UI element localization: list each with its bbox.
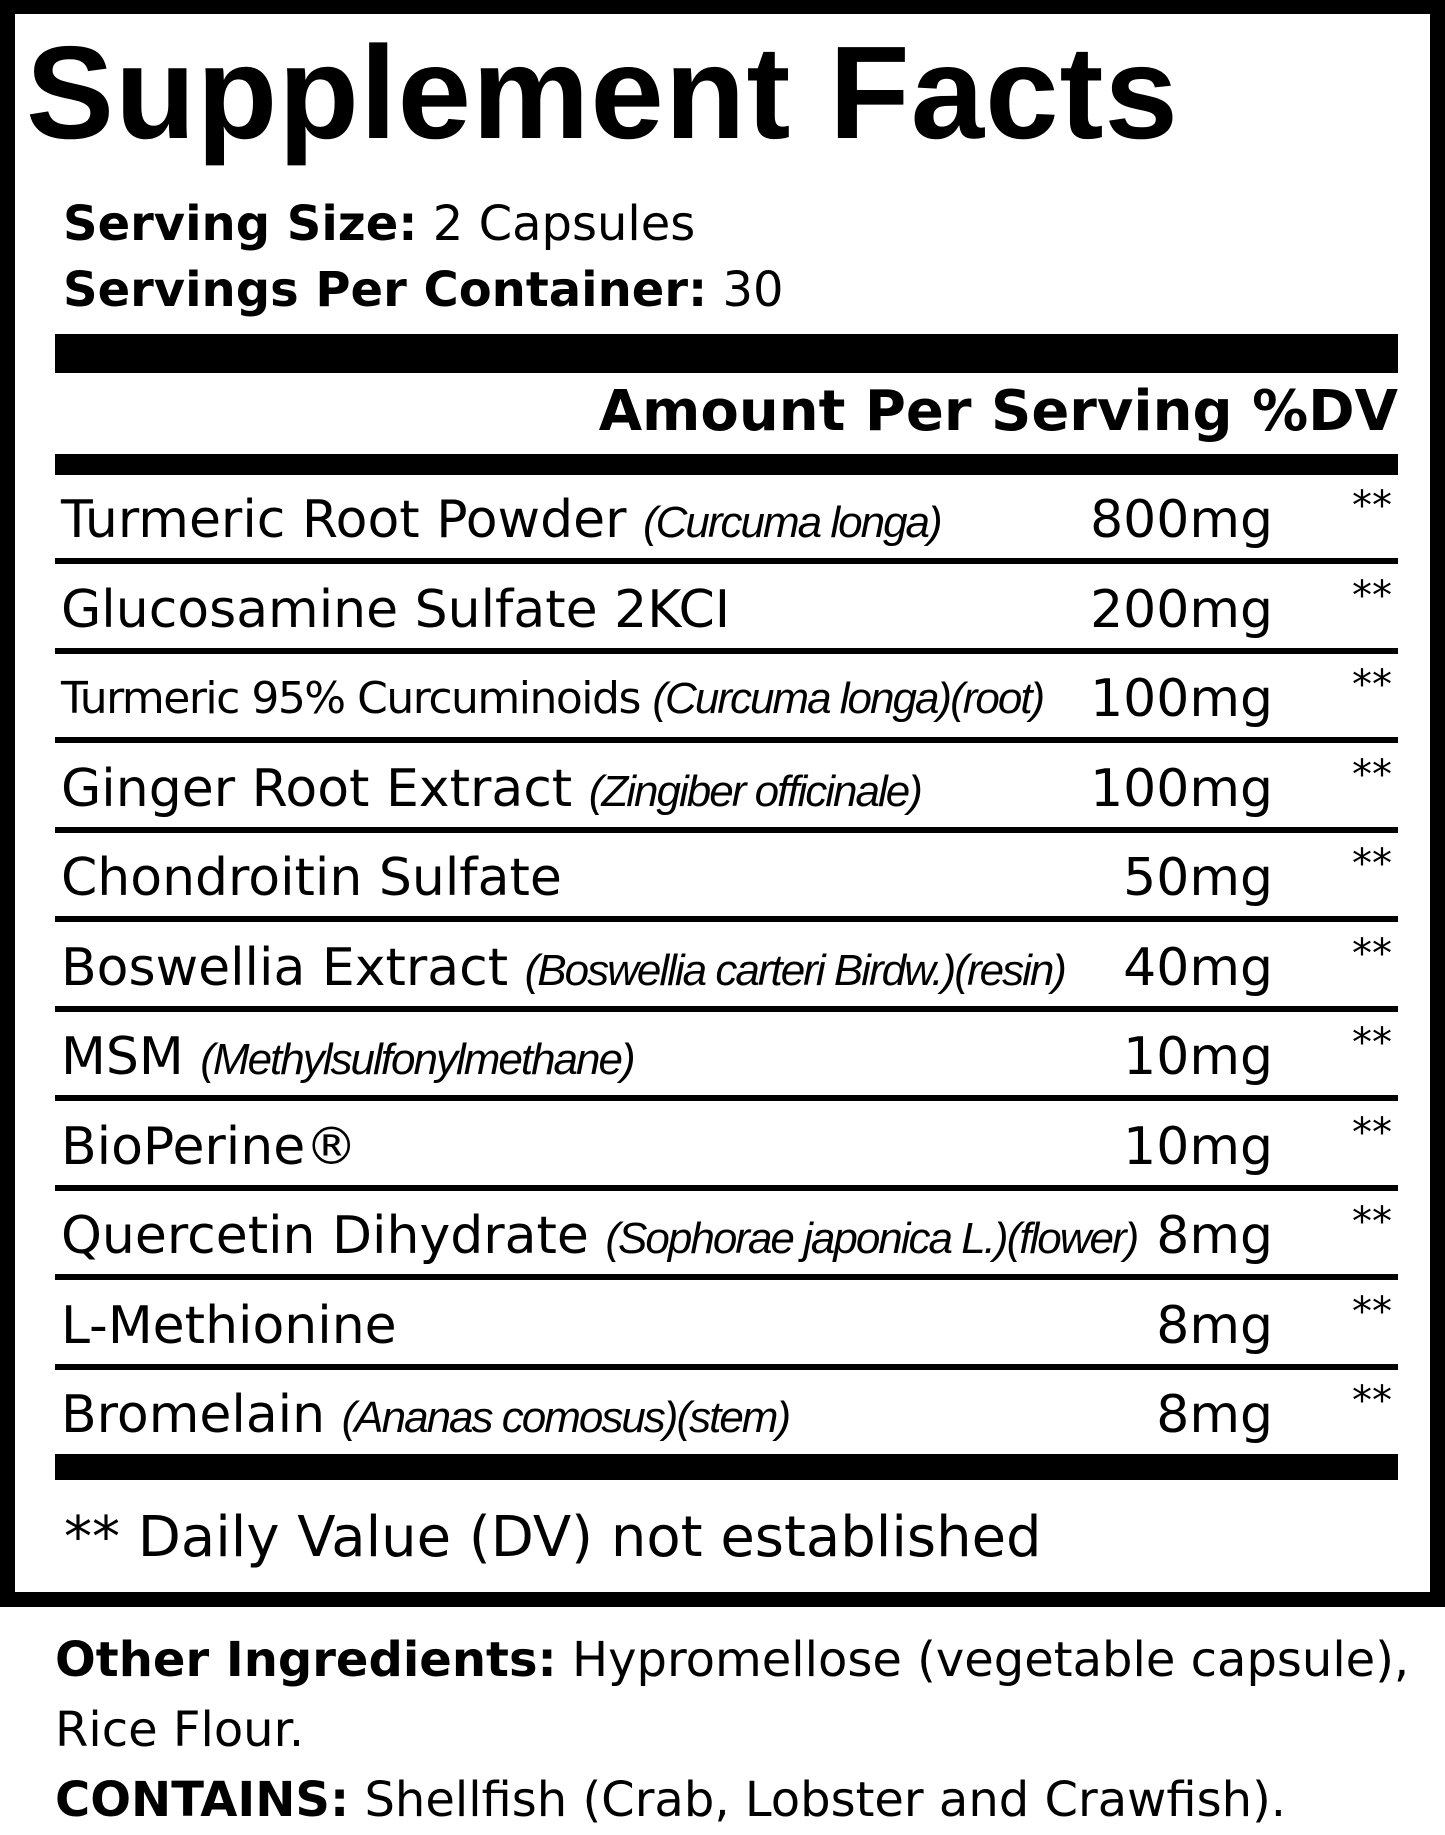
other-ingredients-value: Hypromellose (vegetable capsule), Rice Flour.	[55, 1632, 1410, 1758]
ingredient-name-text: Quercetin Dihydrate	[61, 1206, 589, 1266]
ingredient-name	[61, 489, 941, 554]
ingredient-row	[55, 1012, 1398, 1101]
servings-per-container	[63, 262, 784, 318]
row-divider	[55, 827, 1398, 833]
contains-value: Shellfish (Crab, Lobster and Crawfish).	[364, 1772, 1287, 1828]
panel-title: Supplement Facts	[26, 19, 1179, 166]
ingredient-name	[61, 579, 730, 644]
row-divider	[55, 1006, 1398, 1012]
ingredient-detail: (Curcuma longa)	[642, 498, 941, 547]
ingredient-row	[55, 1191, 1398, 1280]
ingredient-name-text: L-Methionine	[61, 1295, 397, 1356]
ingredient-amount: 100mg	[1090, 669, 1273, 729]
ingredient-amount: 50mg	[1123, 848, 1273, 908]
servings-per-container-value: 30	[722, 262, 784, 318]
row-divider	[55, 558, 1398, 564]
ingredient-amount: 8mg	[1156, 1206, 1273, 1266]
ingredient-detail: (Methylsulfonylmethane)	[200, 1035, 634, 1084]
ingredient-dv: **	[1352, 662, 1392, 708]
ingredient-dv: **	[1352, 572, 1392, 619]
ingredient-amount: 100mg	[1090, 758, 1273, 819]
thick-divider	[55, 334, 1398, 373]
allergen-statement	[55, 1765, 1425, 1835]
column-header: Amount Per Serving %DV	[598, 379, 1398, 444]
ingredient-dv: **	[1352, 1288, 1392, 1335]
ingredient-name-text: Boswellia Extract	[61, 937, 509, 998]
ingredient-name	[61, 668, 1043, 730]
ingredient-name-text: Glucosamine Sulfate 2KCI	[61, 579, 731, 640]
ingredient-detail: (Curcuma longa)(root)	[652, 674, 1044, 723]
ingredient-amount: 200mg	[1090, 579, 1273, 640]
ingredient-dv: **	[1352, 751, 1392, 798]
ingredient-row	[55, 565, 1398, 654]
ingredient-amount: 8mg	[1156, 1295, 1273, 1356]
ingredient-name	[61, 847, 562, 912]
ingredient-row	[55, 1370, 1398, 1459]
ingredient-row	[55, 744, 1398, 833]
ingredient-detail: (Boswellia carteri Birdw.)(resin)	[524, 945, 1065, 995]
contains-label: CONTAINS:	[55, 1772, 350, 1828]
ingredient-name	[61, 1205, 1137, 1270]
ingredient-amount: 40mg	[1123, 937, 1273, 998]
row-divider	[55, 737, 1398, 743]
ingredient-row	[55, 654, 1398, 743]
ingredient-name	[61, 1384, 789, 1449]
other-ingredients-label: Other Ingredients:	[55, 1632, 557, 1688]
row-divider	[55, 1095, 1398, 1101]
ingredient-dv: **	[1352, 1199, 1392, 1245]
ingredient-dv: **	[1352, 1020, 1392, 1066]
ingredient-name	[61, 1116, 357, 1181]
ingredient-amount: 8mg	[1156, 1385, 1273, 1445]
ingredient-detail: (Ananas comosus)(stem)	[341, 1393, 790, 1442]
footnote: ** Daily Value (DV) not established	[64, 1505, 1042, 1570]
ingredient-row	[55, 475, 1398, 564]
ingredient-row	[55, 833, 1398, 922]
ingredient-amount: 800mg	[1090, 490, 1273, 550]
ingredient-amount: 10mg	[1123, 1116, 1273, 1177]
serving-size	[63, 196, 695, 252]
row-divider	[55, 1274, 1398, 1280]
ingredient-dv: **	[1352, 930, 1392, 977]
ingredient-detail: (Zingiber officinale)	[588, 766, 921, 816]
ingredient-row	[55, 1102, 1398, 1191]
ingredient-detail: (Sophorae japonica L.)(flower)	[605, 1214, 1138, 1263]
row-divider	[55, 1364, 1398, 1370]
ingredient-row	[55, 923, 1398, 1012]
ingredient-dv: **	[1352, 841, 1392, 887]
ingredient-dv: **	[1352, 1378, 1392, 1424]
ingredient-name	[61, 1295, 397, 1360]
ingredient-name-text: Turmeric Root Powder	[61, 490, 627, 550]
ingredient-dv: **	[1352, 483, 1392, 529]
ingredient-name	[61, 758, 921, 823]
ingredient-name-text: MSM	[61, 1027, 184, 1087]
serving-size-label: Serving Size:	[63, 196, 418, 252]
other-ingredients	[55, 1625, 1425, 1765]
servings-per-container-label: Servings Per Container:	[63, 262, 708, 318]
row-divider	[55, 916, 1398, 922]
ingredient-name-text: BioPerine®	[61, 1116, 358, 1177]
ingredient-row	[55, 1281, 1398, 1370]
ingredient-name-text: Ginger Root Extract	[61, 758, 573, 819]
ingredient-name	[61, 937, 1065, 1002]
bottom-divider	[55, 1454, 1398, 1480]
ingredient-name-text: Bromelain	[61, 1385, 326, 1445]
row-divider	[55, 648, 1398, 654]
ingredient-name-text: Chondroitin Sulfate	[61, 848, 562, 908]
serving-size-value: 2 Capsules	[432, 196, 696, 252]
ingredient-name	[61, 1026, 634, 1091]
ingredient-amount: 10mg	[1123, 1027, 1273, 1087]
row-divider	[55, 1185, 1398, 1191]
ingredient-name-text: Turmeric 95% Curcuminoids	[61, 673, 640, 724]
medium-divider	[55, 454, 1398, 475]
ingredient-dv: **	[1352, 1109, 1392, 1156]
